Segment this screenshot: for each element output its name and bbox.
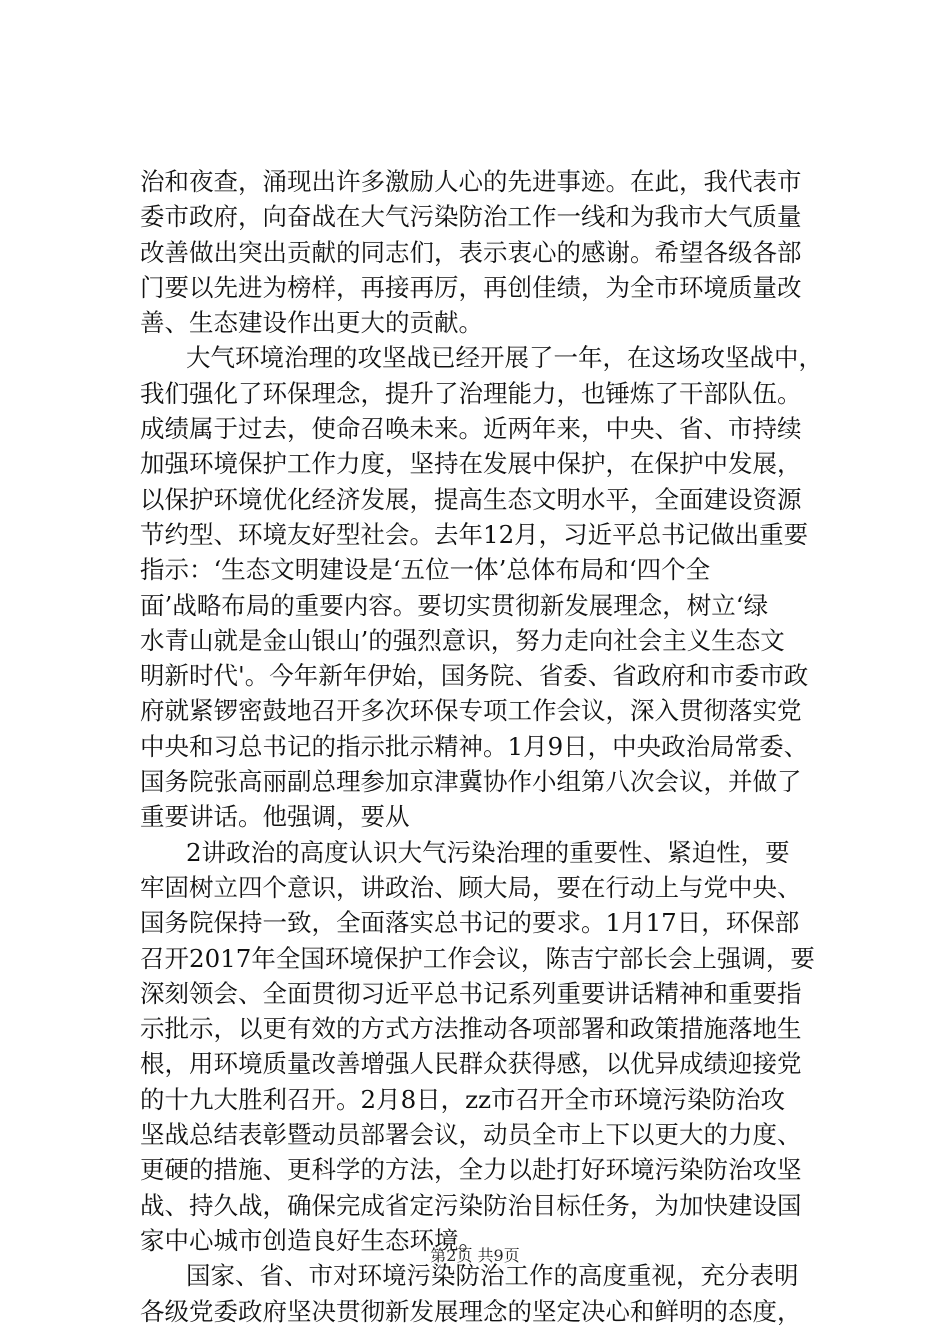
text-line: 深刻领会、全面贯彻习近平总书记系列重要讲话精神和重要指: [140, 978, 802, 1008]
text-line: 示批示，以更有效的方式方法推动各项部署和政策措施落地生: [140, 1014, 802, 1044]
text-line: 委市政府，向奋战在大气污染防治工作一线和为我市大气质量: [140, 202, 802, 232]
text-line: 善、生态建设作出更大的贡献。: [140, 308, 483, 338]
text-line: 节约型、环境友好型社会。去年12月，习近平总书记做出重要: [140, 519, 809, 549]
document-body: [140, 164, 840, 1329]
text-line: 国务院张高丽副总理参加京津冀协作小组第八次会议，并做了: [140, 767, 802, 797]
text-line: 以保护环境优化经济发展，提高生态文明水平，全面建设资源: [140, 484, 802, 514]
text-line: 成绩属于过去，使命召唤未来。近两年来，中央、省、市持续: [140, 414, 802, 444]
text-line: 明新时代'。今年新年伊始，国务院、省委、省政府和市委市政: [140, 661, 809, 691]
text-line: 改善做出突出贡献的同志们，表示衷心的感谢。希望各级各部: [140, 237, 802, 267]
text-line: 大气环境治理的攻坚战已经开展了一年，在这场攻坚战中，: [186, 343, 823, 373]
paragraph: [140, 164, 840, 340]
text-line: 府就紧锣密鼓地召开多次环保专项工作会议，深入贯彻落实党: [140, 696, 802, 726]
text-line: 指示：‘生态文明建设是‘五位一体’总体布局和‘四个全: [140, 555, 711, 585]
text-line: 门要以先进为榜样，再接再厉，再创佳绩，为全市环境质量改: [140, 272, 802, 302]
text-line: 水青山就是金山银山’的强烈意识，努力走向社会主义生态文: [140, 625, 785, 655]
text-line: 中央和习总书记的指示批示精神。1月9日，中央政治局常委、: [140, 731, 809, 761]
text-line: 战、持久战，确保完成省定污染防治目标任务，为加快建设国: [140, 1190, 802, 1220]
text-line: 加强环境保护工作力度，坚持在发展中保护，在保护中发展，: [140, 449, 802, 479]
text-line: 坚战总结表彰暨动员部署会议，动员全市上下以更大的力度、: [140, 1120, 802, 1150]
text-line: 重要讲话。他强调，要从: [140, 802, 410, 832]
text-line: 我们强化了环保理念，提升了治理能力，也锤炼了干部队伍。: [140, 378, 802, 408]
text-line: 国务院保持一致，全面落实总书记的要求。1月17日，环保部: [140, 908, 800, 938]
page-footer: 第2页 共9页: [430, 1246, 520, 1265]
text-line: 更硬的措施、更科学的方法，全力以赴打好环境污染防治攻坚: [140, 1155, 802, 1185]
text-line: 面’战略布局的重要内容。要切实贯彻新发展理念，树立‘绿: [140, 590, 769, 620]
paragraph: [140, 1258, 840, 1329]
paragraph: [140, 340, 840, 834]
text-line: 召开2017年全国环境保护工作会议，陈吉宁部长会上强调，要: [140, 943, 815, 973]
text-line: 根，用环境质量改善增强人民群众获得感，以优异成绩迎接党: [140, 1049, 802, 1079]
text-line: 2讲政治的高度认识大气污染治理的重要性、紧迫性，要: [186, 837, 790, 867]
text-line: 家中心城市创造良好生态环境。: [140, 1225, 483, 1255]
text-line: 国家、省、市对环境污染防治工作的高度重视，充分表明: [186, 1261, 799, 1291]
text-line: 牢固树立四个意识，讲政治、顾大局，要在行动上与党中央、: [140, 872, 802, 902]
text-line: 治和夜查，涌现出许多激励人心的先进事迹。在此，我代表市: [140, 167, 802, 196]
text-line: 的十九大胜利召开。2月8日，zz市召开全市环境污染防治攻: [140, 1084, 785, 1114]
text-line: 各级党委政府坚决贯彻新发展理念的坚定决心和鲜明的态度，: [140, 1296, 802, 1326]
paragraph: [140, 835, 840, 1259]
